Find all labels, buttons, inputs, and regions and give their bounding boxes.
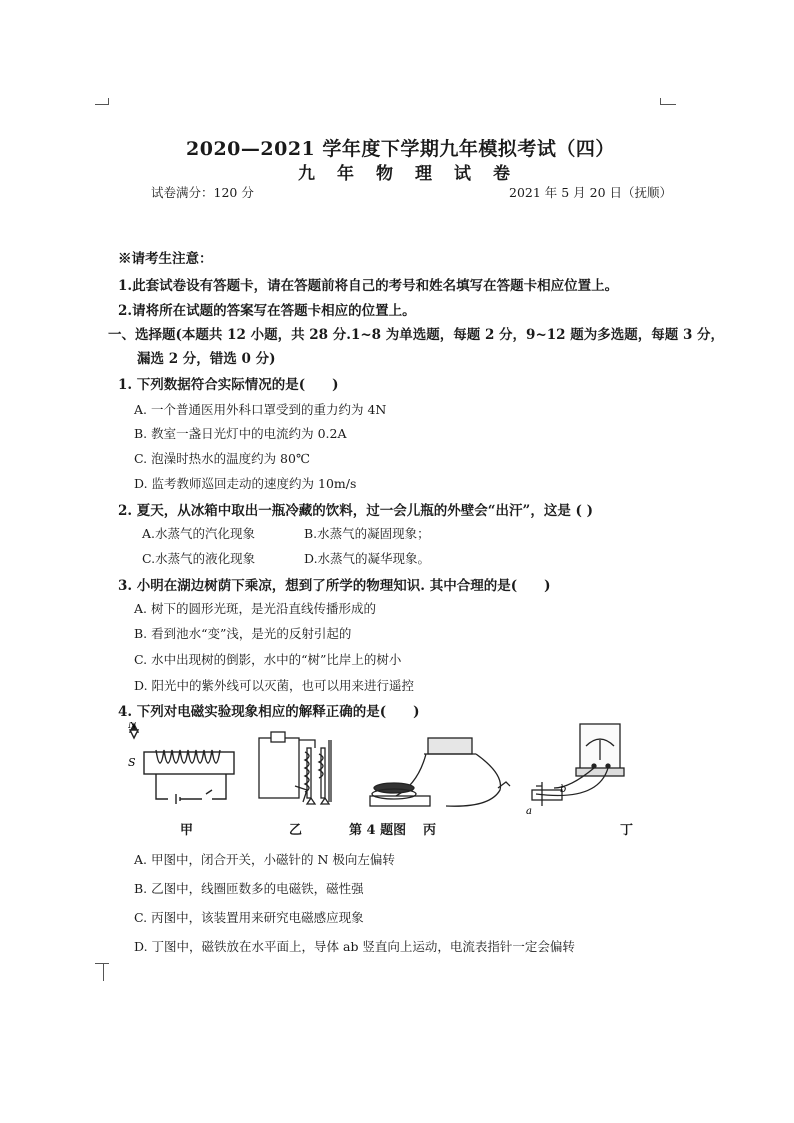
question-4-stem: 4. 下列对电磁实验现象相应的解释正确的是( ) xyxy=(118,704,420,720)
question-2-option-c: C.水蒸气的液化现象 xyxy=(142,551,256,566)
crop-mark-top-right-v xyxy=(660,98,661,105)
question-3-option-c: C. 水中出现树的倒影，水中的“树”比岸上的树小 xyxy=(134,652,402,667)
notice-heading: ※请考生注意： xyxy=(118,251,213,267)
notice-item-1: 1.此套试卷设有答题卡，请在答题前将自己的考号和姓名填写在答题卡相应位置上。 xyxy=(118,278,619,294)
question-1-option-b: B. 教室一盏日光灯中的电流约为 0.2A xyxy=(134,426,347,441)
exam-title: 2020—2021 学年度下学期九年模拟考试（四） xyxy=(186,138,615,160)
figure-label-ding: 丁 xyxy=(620,823,634,838)
question-4-option-b: B. 乙图中，线圈匝数多的电磁铁，磁性强 xyxy=(134,881,364,896)
section1-heading-cont: 漏选 2 分，错选 0 分) xyxy=(137,351,276,367)
figure-yi-electromagnets xyxy=(255,728,347,808)
crop-mark-top-left xyxy=(95,104,109,105)
question-1-option-c: C. 泡澡时热水的温度约为 80℃ xyxy=(134,451,310,466)
full-score: 试卷满分：120 分 xyxy=(151,185,254,200)
point-a-label: a xyxy=(526,806,532,817)
question-2-option-b: B.水蒸气的凝固现象； xyxy=(304,526,430,541)
exam-date: 2021 年 5 月 20 日（抚顺） xyxy=(509,185,673,200)
pole-s-label: S xyxy=(128,756,136,769)
figure-ding-galvanometer xyxy=(518,720,634,818)
figure-caption: 第 4 题图 xyxy=(349,823,407,838)
question-4-option-a: A. 甲图中，闭合开关，小磁针的 N 极向左偏转 xyxy=(134,852,395,867)
figure-label-bing: 丙 xyxy=(423,823,437,838)
figure-label-yi: 乙 xyxy=(289,823,303,838)
question-4-option-d: D. 丁图中，磁铁放在水平面上，导体 ab 竖直向上运动，电流表指针一定会偏转 xyxy=(134,939,575,954)
section1-heading: 一、选择题(本题共 12 小题，共 28 分.1~8 为单选题，每题 2 分，9~12 题为多选题，每题 3 分， xyxy=(108,327,725,343)
question-2-option-d: D.水蒸气的凝华现象。 xyxy=(304,551,431,566)
question-2-stem: 2. 夏天，从冰箱中取出一瓶冷藏的饮料，过一会儿瓶的外壁会“出汗”，这是 ( ) xyxy=(118,503,593,519)
crop-mark-top-right xyxy=(660,104,676,105)
question-3-option-d: D. 阳光中的紫外线可以灭菌，也可以用来进行遥控 xyxy=(134,678,415,693)
question-1-stem: 1. 下列数据符合实际情况的是( ) xyxy=(118,377,339,393)
point-b-label: b xyxy=(560,784,567,795)
figure-label-jia: 甲 xyxy=(180,823,194,838)
figure-jia-solenoid-circuit xyxy=(128,722,240,808)
question-2-option-a: A.水蒸气的汽化现象 xyxy=(142,526,256,541)
pole-n-label: N xyxy=(128,722,137,731)
question-3-stem: 3. 小明在湖边树荫下乘凉，想到了所学的物理知识. 其中合理的是( ) xyxy=(118,578,551,594)
question-1-option-a: A. 一个普通医用外科口罩受到的重力约为 4N xyxy=(134,402,387,417)
figure-bing-apparatus xyxy=(364,730,514,814)
question-4-option-c: C. 丙图中，该装置用来研究电磁感应现象 xyxy=(134,910,364,925)
question-1-option-d: D. 监考教师巡回走动的速度约为 10m/s xyxy=(134,476,357,491)
question-3-option-b: B. 看到池水“变”浅，是光的反射引起的 xyxy=(134,626,352,641)
crop-mark-bottom-left xyxy=(95,963,109,964)
question-3-option-a: A. 树下的圆形光斑，是光沿直线传播形成的 xyxy=(134,601,376,616)
notice-item-2: 2.请将所在试题的答案写在答题卡相应的位置上。 xyxy=(118,303,416,319)
crop-mark-top-left-v xyxy=(108,98,109,105)
crop-mark-bottom-left-v xyxy=(103,963,104,981)
exam-subtitle: 九年物理试卷 xyxy=(298,164,532,184)
